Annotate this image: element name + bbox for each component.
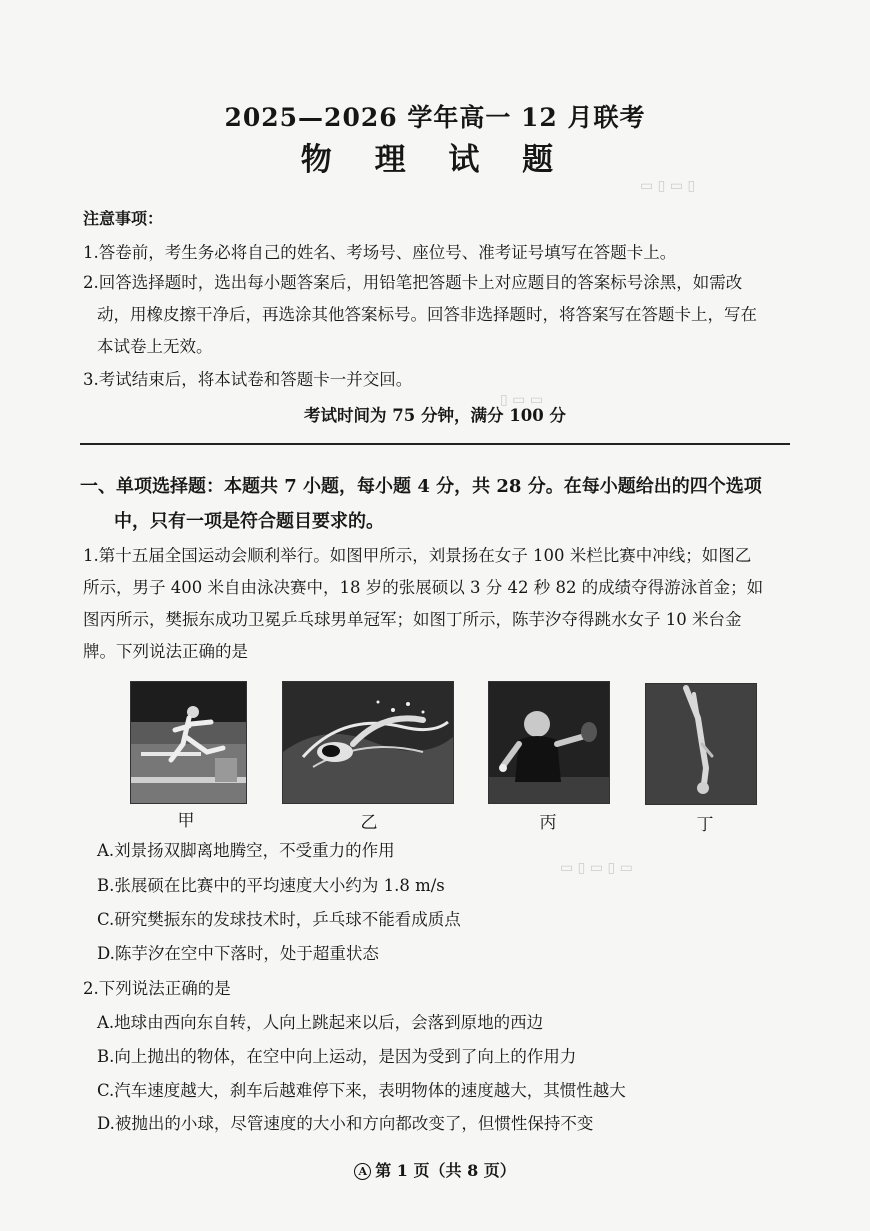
question-stem: 牌。下列说法正确的是 bbox=[83, 642, 248, 661]
photo-caption: 丁 bbox=[696, 815, 714, 835]
table-tennis-image bbox=[489, 682, 609, 803]
option-c: C.汽车速度越大，刹车后越难停下来，表明物体的速度越大，其惯性越大 bbox=[97, 1081, 626, 1100]
notice-item: 3.考试结束后，将本试卷和答题卡一并交回。 bbox=[83, 370, 413, 389]
question-stem: 2.下列说法正确的是 bbox=[83, 979, 231, 998]
option-d: D.陈芋汐在空中下落时，处于超重状态 bbox=[97, 944, 379, 963]
option-a: A.地球由西向东自转，人向上跳起来以后，会落到原地的西边 bbox=[97, 1013, 544, 1032]
option-a: A.刘景扬双脚离地腾空，不受重力的作用 bbox=[97, 841, 395, 860]
photo-caption: 乙 bbox=[360, 813, 378, 833]
section-heading: 一、单项选择题：本题共 7 小题，每小题 4 分，共 28 分。在每小题给出的四个选项 bbox=[80, 476, 762, 497]
bleed-through-mark: ▯ ▭ ▭ bbox=[500, 392, 544, 408]
version-mark: A bbox=[354, 1163, 371, 1180]
photo-diver bbox=[645, 683, 757, 805]
question-stem: 图丙所示，樊振东成功卫冕乒乓球男单冠军；如图丁所示，陈芋汐夺得跳水女子 10 米台金 bbox=[83, 610, 742, 629]
divider bbox=[80, 443, 790, 445]
page-footer bbox=[0, 1158, 870, 1181]
photo-hurdler bbox=[130, 681, 247, 804]
question-stem: 所示，男子 400 米自由泳决赛中，18 岁的张展硕以 3 分 42 秒 82 的成绩夺得游泳首金；如 bbox=[83, 578, 764, 597]
notice-item: 2.回答选择题时，选出每小题答案后，用铅笔把答题卡上对应题目的答案标号涂黑，如需改 bbox=[83, 273, 743, 292]
notice-item: 1.答卷前，考生务必将自己的姓名、考场号、座位号、准考证号填写在答题卡上。 bbox=[83, 243, 677, 262]
photo-table-tennis bbox=[488, 681, 610, 804]
notice-heading: 注意事项： bbox=[83, 209, 164, 228]
question-stem: 1.第十五届全国运动会顺利举行。如图甲所示，刘景扬在女子 100 米栏比赛中冲线；如图乙 bbox=[83, 546, 752, 565]
bleed-through-mark: ▭ ▯ ▭ ▯ bbox=[640, 178, 696, 194]
option-b: B.向上抛出的物体，在空中向上运动，是因为受到了向上的作用力 bbox=[97, 1047, 577, 1066]
hurdler-image bbox=[131, 682, 246, 803]
swimmer-image bbox=[283, 682, 453, 803]
option-c: C.研究樊振东的发球技术时，乒乓球不能看成质点 bbox=[97, 910, 461, 929]
exam-title: 2025—2026 学年高一 12 月联考 bbox=[224, 103, 646, 132]
exam-time-line: 考试时间为 75 分钟，满分 100 分 bbox=[304, 406, 566, 425]
photo-swimmer bbox=[282, 681, 454, 804]
bleed-through-mark: ▭ ▯ ▭ ▯ ▭ bbox=[560, 860, 633, 876]
notice-item: 本试卷上无效。 bbox=[97, 337, 213, 356]
page-number: 第 1 页（共 8 页） bbox=[375, 1161, 516, 1180]
option-d: D.被抛出的小球，尽管速度的大小和方向都改变了，但惯性保持不变 bbox=[97, 1114, 594, 1133]
section-heading: 中，只有一项是符合题目要求的。 bbox=[114, 511, 384, 532]
photo-caption: 丙 bbox=[539, 813, 557, 833]
notice-item: 动，用橡皮擦干净后，再选涂其他答案标号。回答非选择题时，将答案写在答题卡上，写在 bbox=[97, 305, 757, 324]
photo-caption: 甲 bbox=[177, 811, 195, 831]
option-b: B.张展硕在比赛中的平均速度大小约为 1.8 m/s bbox=[97, 876, 445, 895]
diver-image bbox=[646, 684, 756, 804]
subject-title: 物 理 试 题 bbox=[300, 142, 570, 178]
